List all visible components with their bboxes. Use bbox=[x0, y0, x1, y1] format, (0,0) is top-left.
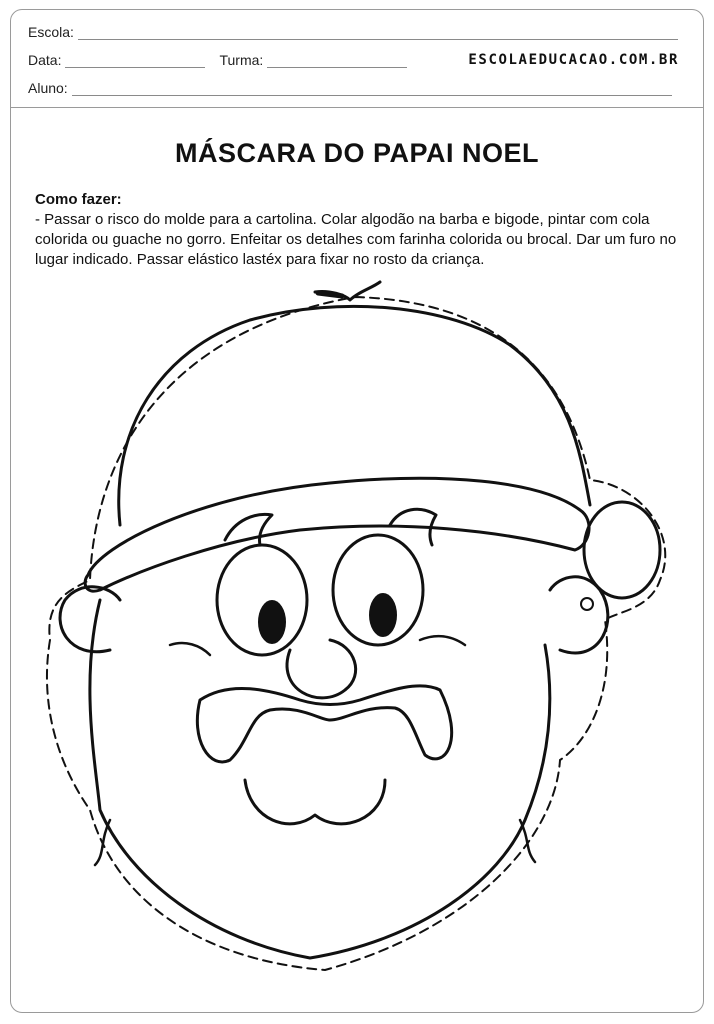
pupil-right bbox=[369, 593, 397, 637]
mouth bbox=[245, 780, 385, 824]
ear-left bbox=[60, 587, 120, 652]
site-url: ESCOLAEDUCACAO.COM.BR bbox=[468, 52, 679, 68]
hole-mark bbox=[581, 598, 593, 610]
instructions-text: - Passar o risco do molde para a cartolina. Colar algodão na barba e bigode, pintar com cola colorida ou guache no gorro. Enfeitar os detalhes com farinha colorida ou brocal. Dar um furo no lugar indicado. Passar elástico lastéx para fixar no rosto da criança. bbox=[35, 211, 677, 268]
beard-outline bbox=[90, 600, 550, 958]
date-label: Data: bbox=[28, 52, 62, 68]
school-label: Escola: bbox=[28, 24, 74, 40]
nose bbox=[287, 640, 356, 698]
cheek-left bbox=[170, 643, 210, 655]
hole-knot bbox=[318, 293, 342, 296]
student-label: Aluno: bbox=[28, 80, 68, 96]
pupil-left bbox=[258, 600, 286, 644]
hat-outline bbox=[119, 306, 590, 525]
ear-right bbox=[550, 577, 608, 653]
page-title: MÁSCARA DO PAPAI NOEL bbox=[174, 138, 539, 168]
class-label: Turma: bbox=[219, 52, 264, 68]
hat-brim bbox=[85, 478, 589, 591]
eye-left bbox=[217, 545, 307, 655]
cheek-right bbox=[420, 636, 465, 645]
beard-curls bbox=[95, 820, 535, 865]
instructions-heading: Como fazer: bbox=[35, 191, 122, 208]
